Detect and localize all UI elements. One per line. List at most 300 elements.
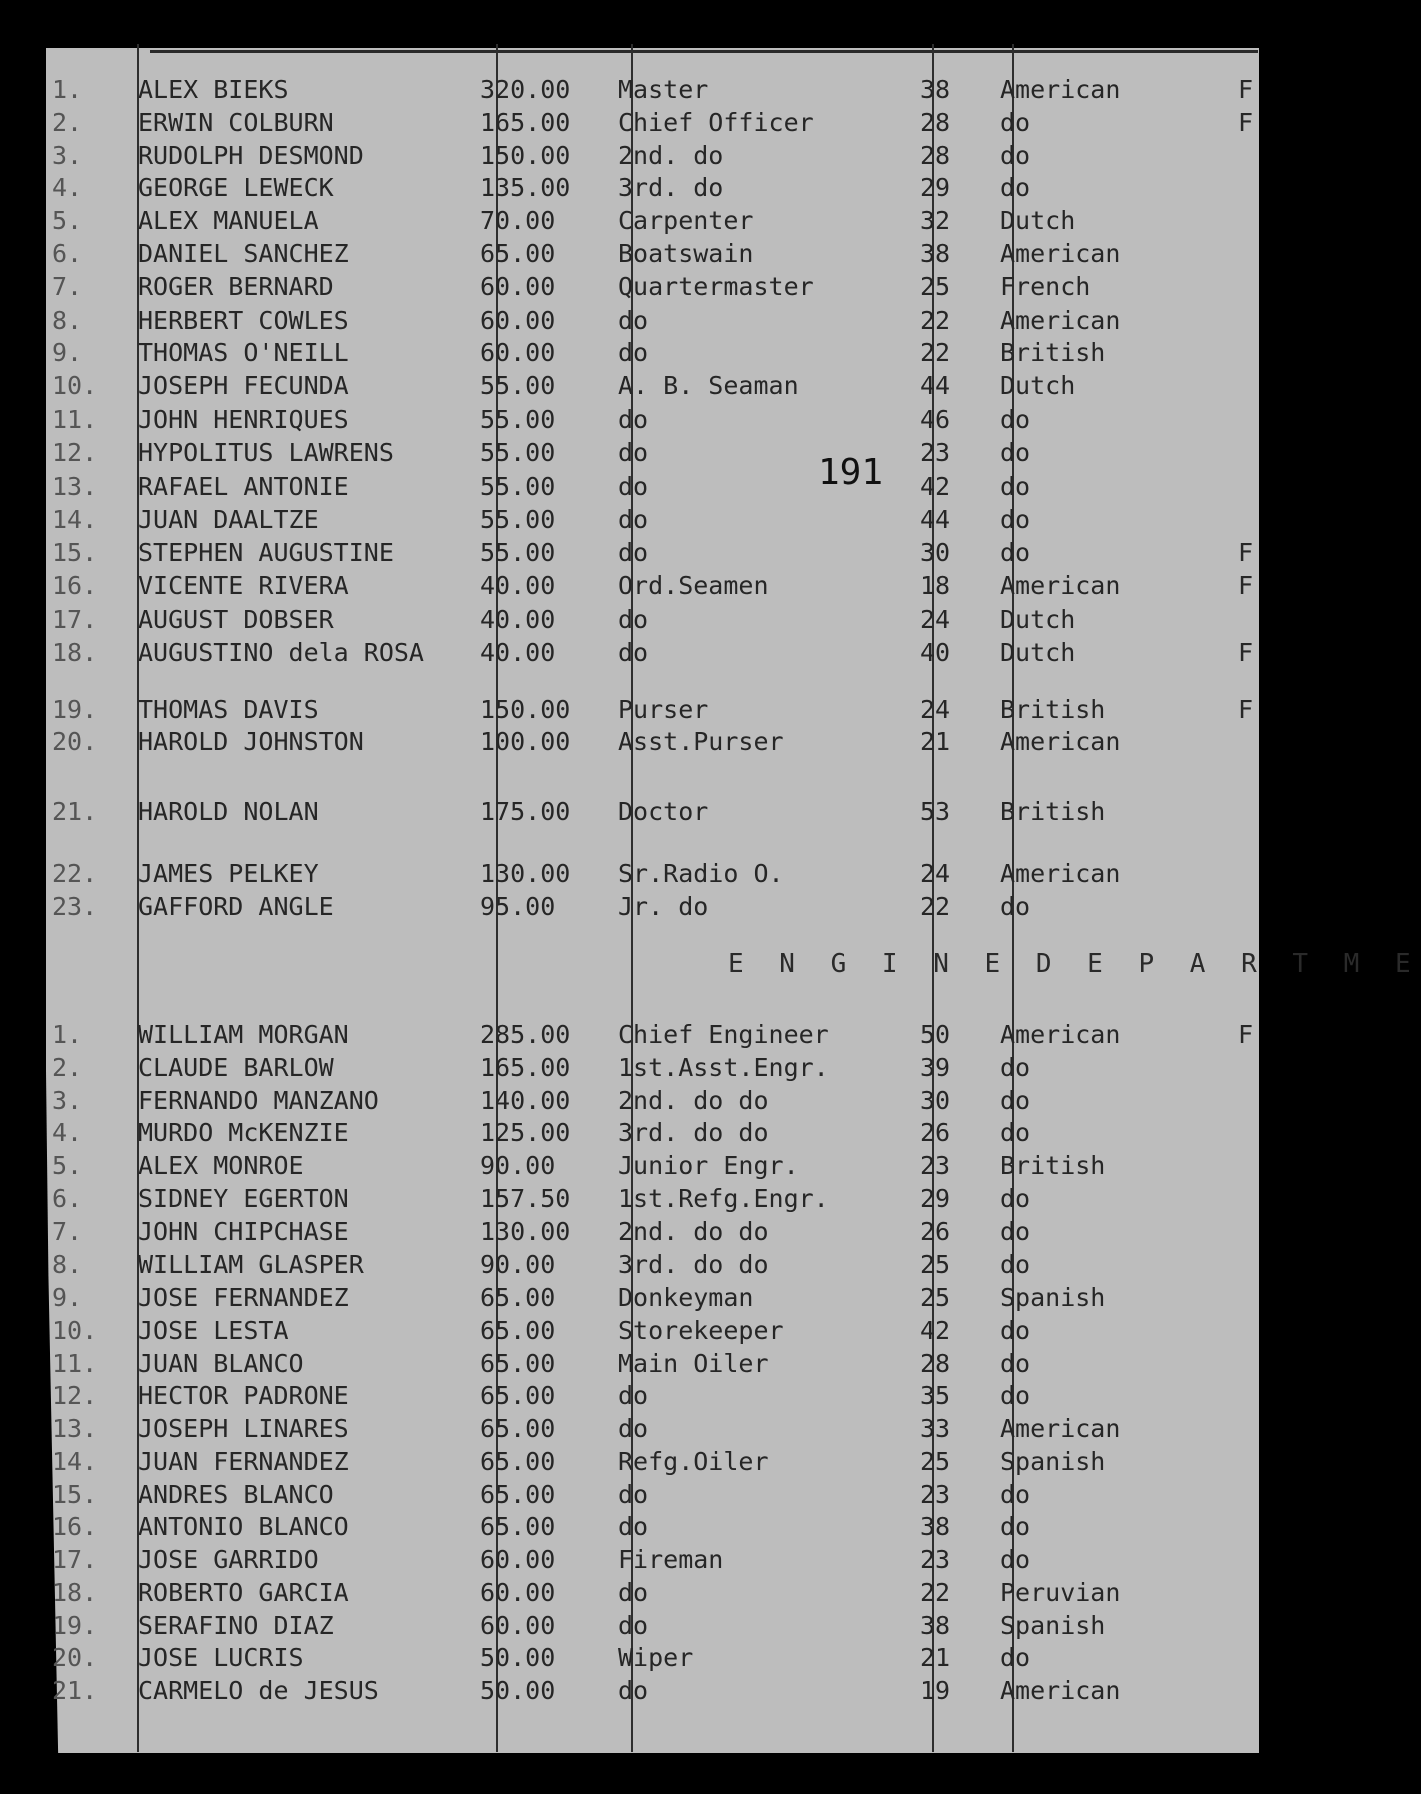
rank-rating: Asst.Purser — [618, 727, 784, 756]
crew-name: JOHN CHIPCHASE — [138, 1217, 349, 1246]
crew-row — [0, 239, 1305, 269]
row-number: 6. — [52, 239, 83, 268]
crew-name: JOSE FERNANDEZ — [138, 1283, 349, 1312]
age: 25 — [919, 1447, 951, 1476]
age: 39 — [919, 1053, 951, 1082]
age: 26 — [919, 1118, 951, 1147]
monthly-wage: 165.00 — [480, 108, 571, 137]
rank-rating: do — [618, 438, 649, 467]
row-number: 12. — [52, 438, 98, 467]
nationality: do — [1000, 1086, 1031, 1115]
age: 38 — [919, 1611, 951, 1640]
crew-row — [0, 1349, 1305, 1379]
rank-rating: Main Oiler — [618, 1349, 769, 1378]
crew-name: CARMELO de JESUS — [138, 1676, 379, 1705]
crew-name: HAROLD NOLAN — [138, 797, 319, 826]
monthly-wage: 95.00 — [480, 892, 556, 921]
age: 23 — [919, 438, 951, 467]
crew-row — [0, 1053, 1305, 1083]
crew-row — [0, 1151, 1305, 1181]
rank-rating: Master — [618, 75, 709, 104]
crew-name: HECTOR PADRONE — [138, 1381, 349, 1410]
monthly-wage: 150.00 — [480, 141, 571, 170]
monthly-wage: 65.00 — [480, 1316, 556, 1345]
nationality: Dutch — [1000, 605, 1076, 634]
rank-rating: 1st.Asst.Engr. — [618, 1053, 829, 1082]
nationality: do — [1000, 1184, 1031, 1213]
crew-row — [0, 371, 1305, 401]
crew-name: JOSE LUCRIS — [138, 1643, 304, 1672]
monthly-wage: 60.00 — [480, 1611, 556, 1640]
crew-name: SIDNEY EGERTON — [138, 1184, 349, 1213]
rank-rating: Fireman — [618, 1545, 724, 1574]
rank-rating: Sr.Radio O. — [618, 859, 784, 888]
crew-name: JUAN BLANCO — [138, 1349, 304, 1378]
monthly-wage: 65.00 — [480, 1480, 556, 1509]
row-number: 5. — [52, 206, 83, 235]
crew-name: JOSE LESTA — [138, 1316, 289, 1345]
top-rule — [150, 50, 1258, 53]
nationality: do — [1000, 405, 1031, 434]
rank-rating: do — [618, 405, 649, 434]
monthly-wage: 65.00 — [480, 239, 556, 268]
crew-name: JUAN FERNANDEZ — [138, 1447, 349, 1476]
rank-rating: 1st.Refg.Engr. — [618, 1184, 829, 1213]
nationality: do — [1000, 1349, 1031, 1378]
nationality: Spanish — [1000, 1611, 1106, 1640]
crew-name: AUGUST DOBSER — [138, 605, 334, 634]
monthly-wage: 60.00 — [480, 1545, 556, 1574]
monthly-wage: 65.00 — [480, 1447, 556, 1476]
crew-name: ANDRES BLANCO — [138, 1480, 334, 1509]
crew-name: HERBERT COWLES — [138, 306, 349, 335]
rank-rating: do — [618, 505, 649, 534]
crew-name: ROGER BERNARD — [138, 272, 334, 301]
rank-rating: Wiper — [618, 1643, 694, 1672]
nationality: American — [1000, 1676, 1121, 1705]
row-number: 19. — [52, 695, 98, 724]
crew-row — [0, 892, 1305, 922]
age: 19 — [919, 1676, 951, 1705]
crew-row — [0, 1545, 1305, 1575]
age: 50 — [919, 1020, 951, 1049]
row-number: 1. — [52, 75, 83, 104]
row-number: 16. — [52, 571, 98, 600]
monthly-wage: 60.00 — [480, 272, 556, 301]
monthly-wage: 65.00 — [480, 1381, 556, 1410]
crew-name: STEPHEN AUGUSTINE — [138, 538, 394, 567]
crew-name: THOMAS O'NEILL — [138, 338, 349, 367]
crew-name: RUDOLPH DESMOND — [138, 141, 364, 170]
age: 35 — [919, 1381, 951, 1410]
monthly-wage: 60.00 — [480, 306, 556, 335]
crew-name: GEORGE LEWECK — [138, 173, 334, 202]
rank-rating: Boatswain — [618, 239, 754, 268]
crew-name: GAFFORD ANGLE — [138, 892, 334, 921]
crew-row — [0, 1480, 1305, 1510]
nationality: French — [1000, 272, 1091, 301]
nationality: Dutch — [1000, 638, 1076, 667]
nationality: American — [1000, 1020, 1121, 1049]
rank-rating: do — [618, 605, 649, 634]
nationality: do — [1000, 538, 1031, 567]
crew-row — [0, 141, 1305, 171]
crew-row — [0, 538, 1305, 568]
rank-rating: do — [618, 1512, 649, 1541]
row-number: 20. — [52, 1643, 98, 1672]
crew-row — [0, 1447, 1305, 1477]
age: 30 — [919, 538, 951, 567]
row-number: 17. — [52, 605, 98, 634]
nationality: do — [1000, 438, 1031, 467]
monthly-wage: 100.00 — [480, 727, 571, 756]
monthly-wage: 60.00 — [480, 338, 556, 367]
nationality: Spanish — [1000, 1447, 1106, 1476]
row-number: 12. — [52, 1381, 98, 1410]
age: 29 — [919, 1184, 951, 1213]
age: 22 — [919, 892, 951, 921]
age: 18 — [919, 571, 951, 600]
crew-row — [0, 405, 1305, 435]
monthly-wage: 50.00 — [480, 1676, 556, 1705]
rank-rating: Junior Engr. — [618, 1151, 799, 1180]
row-number: 1. — [52, 1020, 83, 1049]
crew-name: ANTONIO BLANCO — [138, 1512, 349, 1541]
nationality: do — [1000, 1316, 1031, 1345]
margin-mark: F — [1238, 108, 1254, 137]
age: 25 — [919, 1283, 951, 1312]
monthly-wage: 65.00 — [480, 1349, 556, 1378]
rank-rating: Quartermaster — [618, 272, 814, 301]
rank-rating: do — [618, 306, 649, 335]
row-number: 23. — [52, 892, 98, 921]
nationality: American — [1000, 1414, 1121, 1443]
age: 38 — [919, 75, 951, 104]
crew-row — [0, 1512, 1305, 1542]
age: 24 — [919, 605, 951, 634]
row-number: 5. — [52, 1151, 83, 1180]
crew-name: ROBERTO GARCIA — [138, 1578, 349, 1607]
rank-rating: Doctor — [618, 797, 709, 826]
row-number: 9. — [52, 1283, 83, 1312]
row-number: 3. — [52, 141, 83, 170]
crew-name: THOMAS DAVIS — [138, 695, 319, 724]
crew-row — [0, 1578, 1305, 1608]
row-number: 3. — [52, 1086, 83, 1115]
crew-name: RAFAEL ANTONIE — [138, 472, 349, 501]
crew-name: ALEX BIEKS — [138, 75, 289, 104]
crew-name: CLAUDE BARLOW — [138, 1053, 334, 1082]
age: 25 — [919, 1250, 951, 1279]
nationality: do — [1000, 1381, 1031, 1410]
crew-name: WILLIAM MORGAN — [138, 1020, 349, 1049]
age: 22 — [919, 1578, 951, 1607]
row-number: 4. — [52, 173, 83, 202]
rank-rating: Chief Engineer — [618, 1020, 829, 1049]
rank-rating: 2nd. do — [618, 141, 724, 170]
rank-rating: Donkeyman — [618, 1283, 754, 1312]
nationality: do — [1000, 1545, 1031, 1574]
crew-name: VICENTE RIVERA — [138, 571, 349, 600]
nationality: do — [1000, 1480, 1031, 1509]
nationality: American — [1000, 306, 1121, 335]
age: 28 — [919, 141, 951, 170]
nationality: American — [1000, 571, 1121, 600]
row-number: 4. — [52, 1118, 83, 1147]
age: 29 — [919, 173, 951, 202]
monthly-wage: 40.00 — [480, 638, 556, 667]
crew-row — [0, 306, 1305, 336]
crew-name: JUAN DAALTZE — [138, 505, 319, 534]
nationality: do — [1000, 505, 1031, 534]
age: 24 — [919, 859, 951, 888]
age: 40 — [919, 638, 951, 667]
monthly-wage: 150.00 — [480, 695, 571, 724]
crew-name: WILLIAM GLASPER — [138, 1250, 364, 1279]
nationality: do — [1000, 141, 1031, 170]
crew-row — [0, 1283, 1305, 1313]
crew-name: ALEX MANUELA — [138, 206, 319, 235]
crew-name: SERAFINO DIAZ — [138, 1611, 334, 1640]
monthly-wage: 130.00 — [480, 859, 571, 888]
age: 21 — [919, 727, 951, 756]
crew-row — [0, 695, 1305, 725]
age: 33 — [919, 1414, 951, 1443]
crew-row — [0, 1676, 1305, 1706]
row-number: 18. — [52, 1578, 98, 1607]
age: 23 — [919, 1480, 951, 1509]
crew-name: JAMES PELKEY — [138, 859, 319, 888]
rank-rating: Refg.Oiler — [618, 1447, 769, 1476]
age: 22 — [919, 306, 951, 335]
crew-row — [0, 1020, 1305, 1050]
crew-name: JOSEPH FECUNDA — [138, 371, 349, 400]
rank-rating: do — [618, 472, 649, 501]
monthly-wage: 55.00 — [480, 438, 556, 467]
nationality: do — [1000, 472, 1031, 501]
rank-rating: 2nd. do do — [618, 1217, 769, 1246]
age: 32 — [919, 206, 951, 235]
engine-department-heading: E N G I N E D E P A R T M E — [728, 949, 1421, 979]
monthly-wage: 135.00 — [480, 173, 571, 202]
nationality: do — [1000, 173, 1031, 202]
crew-row — [0, 571, 1305, 601]
monthly-wage: 55.00 — [480, 405, 556, 434]
rank-rating: Chief Officer — [618, 108, 814, 137]
rank-rating: 3rd. do do — [618, 1118, 769, 1147]
monthly-wage: 125.00 — [480, 1118, 571, 1147]
age: 28 — [919, 108, 951, 137]
nationality: Dutch — [1000, 371, 1076, 400]
nationality: do — [1000, 892, 1031, 921]
crew-row — [0, 206, 1305, 236]
crew-name: AUGUSTINO dela ROSA — [138, 638, 424, 667]
margin-mark: F — [1238, 638, 1254, 667]
monthly-wage: 55.00 — [480, 371, 556, 400]
crew-name: JOHN HENRIQUES — [138, 405, 349, 434]
rank-rating: Ord.Seamen — [618, 571, 769, 600]
nationality: do — [1000, 1643, 1031, 1672]
monthly-wage: 40.00 — [480, 605, 556, 634]
nationality: do — [1000, 1118, 1031, 1147]
crew-name: HYPOLITUS LAWRENS — [138, 438, 394, 467]
row-number: 10. — [52, 1316, 98, 1345]
crew-row — [0, 1381, 1305, 1411]
age: 46 — [919, 405, 951, 434]
monthly-wage: 157.50 — [480, 1184, 571, 1213]
monthly-wage: 285.00 — [480, 1020, 571, 1049]
row-number: 14. — [52, 1447, 98, 1476]
crew-row — [0, 1414, 1305, 1444]
rank-rating: Jr. do — [618, 892, 709, 921]
row-number: 13. — [52, 472, 98, 501]
margin-mark: F — [1238, 695, 1254, 724]
nationality: American — [1000, 75, 1121, 104]
age: 53 — [919, 797, 951, 826]
row-number: 6. — [52, 1184, 83, 1213]
crew-row — [0, 75, 1305, 105]
row-number: 14. — [52, 505, 98, 534]
row-number: 16. — [52, 1512, 98, 1541]
nationality: Peruvian — [1000, 1578, 1121, 1607]
crew-row — [0, 605, 1305, 635]
crew-name: ALEX MONROE — [138, 1151, 304, 1180]
crew-row — [0, 173, 1305, 203]
rank-rating: do — [618, 1381, 649, 1410]
crew-name: FERNANDO MANZANO — [138, 1086, 379, 1115]
crew-row — [0, 638, 1305, 668]
rank-rating: A. B. Seaman — [618, 371, 799, 400]
margin-mark: F — [1238, 571, 1254, 600]
row-number: 17. — [52, 1545, 98, 1574]
rank-rating: do — [618, 638, 649, 667]
rank-rating: do — [618, 1480, 649, 1509]
age: 42 — [919, 472, 951, 501]
row-number: 22. — [52, 859, 98, 888]
row-number: 20. — [52, 727, 98, 756]
age: 23 — [919, 1151, 951, 1180]
monthly-wage: 320.00 — [480, 75, 571, 104]
row-number: 8. — [52, 1250, 83, 1279]
monthly-wage: 60.00 — [480, 1578, 556, 1607]
crew-row — [0, 1316, 1305, 1346]
nationality: Spanish — [1000, 1283, 1106, 1312]
rank-rating: Purser — [618, 695, 709, 724]
crew-name: MURDO McKENZIE — [138, 1118, 349, 1147]
margin-mark: F — [1238, 538, 1254, 567]
nationality: British — [1000, 797, 1106, 826]
rank-rating: Carpenter — [618, 206, 754, 235]
rank-rating: do — [618, 1578, 649, 1607]
nationality: do — [1000, 1053, 1031, 1082]
monthly-wage: 175.00 — [480, 797, 571, 826]
row-number: 2. — [52, 1053, 83, 1082]
row-number: 11. — [52, 405, 98, 434]
rank-rating: do — [618, 338, 649, 367]
crew-row — [0, 1250, 1305, 1280]
row-number: 9. — [52, 338, 83, 367]
age: 42 — [919, 1316, 951, 1345]
crew-row — [0, 272, 1305, 302]
nationality: do — [1000, 1250, 1031, 1279]
row-number: 15. — [52, 538, 98, 567]
age: 25 — [919, 272, 951, 301]
age: 23 — [919, 1545, 951, 1574]
age: 38 — [919, 239, 951, 268]
age: 24 — [919, 695, 951, 724]
row-number: 2. — [52, 108, 83, 137]
monthly-wage: 165.00 — [480, 1053, 571, 1082]
row-number: 21. — [52, 797, 98, 826]
crew-row — [0, 1118, 1305, 1148]
crew-row — [0, 438, 1305, 468]
crew-name: ERWIN COLBURN — [138, 108, 334, 137]
rank-rating: 3rd. do — [618, 173, 724, 202]
monthly-wage: 140.00 — [480, 1086, 571, 1115]
crew-row — [0, 1643, 1305, 1673]
crew-name: HAROLD JOHNSTON — [138, 727, 364, 756]
crew-row — [0, 1611, 1305, 1641]
row-number: 11. — [52, 1349, 98, 1378]
nationality: British — [1000, 1151, 1106, 1180]
monthly-wage: 50.00 — [480, 1643, 556, 1672]
nationality: do — [1000, 108, 1031, 137]
row-number: 8. — [52, 306, 83, 335]
crew-name: DANIEL SANCHEZ — [138, 239, 349, 268]
crew-row — [0, 1086, 1305, 1116]
crew-row — [0, 472, 1305, 502]
crew-row — [0, 108, 1305, 138]
crew-name: JOSEPH LINARES — [138, 1414, 349, 1443]
age: 21 — [919, 1643, 951, 1672]
age: 44 — [919, 505, 951, 534]
crew-row — [0, 338, 1305, 368]
monthly-wage: 65.00 — [480, 1512, 556, 1541]
nationality: British — [1000, 338, 1106, 367]
age: 28 — [919, 1349, 951, 1378]
nationality: American — [1000, 859, 1121, 888]
rank-rating: Storekeeper — [618, 1316, 784, 1345]
age: 44 — [919, 371, 951, 400]
rank-rating: 2nd. do do — [618, 1086, 769, 1115]
age: 38 — [919, 1512, 951, 1541]
rank-rating: 3rd. do do — [618, 1250, 769, 1279]
crew-row — [0, 1217, 1305, 1247]
row-number: 13. — [52, 1414, 98, 1443]
monthly-wage: 65.00 — [480, 1414, 556, 1443]
monthly-wage: 55.00 — [480, 472, 556, 501]
crew-row — [0, 1184, 1305, 1214]
monthly-wage: 90.00 — [480, 1151, 556, 1180]
crew-row — [0, 797, 1305, 827]
crew-row — [0, 727, 1305, 757]
page-number: 191 — [818, 452, 884, 493]
crew-row — [0, 505, 1305, 535]
age: 26 — [919, 1217, 951, 1246]
row-number: 21. — [52, 1676, 98, 1705]
nationality: Dutch — [1000, 206, 1076, 235]
monthly-wage: 40.00 — [480, 571, 556, 600]
crew-row — [0, 859, 1305, 889]
monthly-wage: 55.00 — [480, 538, 556, 567]
nationality: American — [1000, 239, 1121, 268]
row-number: 7. — [52, 1217, 83, 1246]
rank-rating: do — [618, 1414, 649, 1443]
nationality: do — [1000, 1217, 1031, 1246]
age: 30 — [919, 1086, 951, 1115]
crew-name: JOSE GARRIDO — [138, 1545, 319, 1574]
monthly-wage: 90.00 — [480, 1250, 556, 1279]
